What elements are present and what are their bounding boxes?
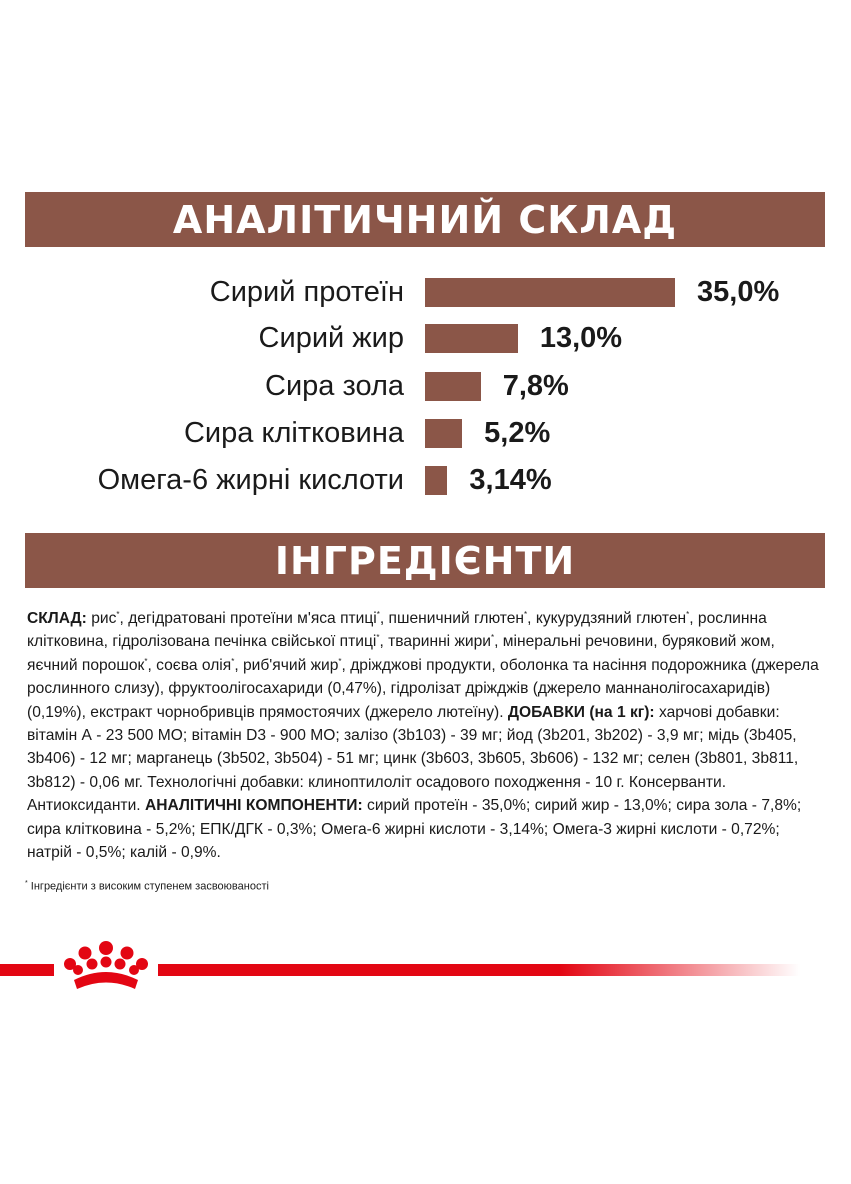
- composition-part: , риб'ячий жир: [234, 656, 339, 674]
- asterisk-mark: *: [144, 656, 148, 666]
- additives-label: ДОБАВКИ (на 1 кг):: [507, 703, 655, 721]
- analysis-bar: [425, 278, 675, 307]
- composition-part: рис: [91, 610, 117, 627]
- ingredients-paragraph: [27, 607, 827, 864]
- asterisk-mark: *: [376, 633, 380, 643]
- footnote: [25, 880, 269, 893]
- analysis-value: 7,8%: [502, 370, 569, 402]
- asterisk-mark: *: [491, 633, 495, 643]
- analysis-label: Сирий жир: [258, 322, 404, 354]
- analytical-label: АНАЛІТИЧНІ КОМПОНЕНТИ:: [144, 797, 363, 815]
- composition-part: , тваринні жири: [379, 633, 492, 651]
- asterisk-mark: *: [116, 609, 120, 619]
- analysis-banner: [25, 192, 825, 247]
- analysis-value: 3,14%: [469, 464, 552, 496]
- asterisk-mark: *: [338, 656, 342, 666]
- analysis-value: 5,2%: [484, 417, 551, 449]
- composition-part: , дріжджові продукти, оболонка та насіння подорожника (джерела рослинного слизу), фруктоолігосахариди (0,47%), гідролізат дріжджів (джерело маннанолігосахаридів) (0,19%), екстракт чорнобривців прямостоячих (джерело лютеїну).: [27, 656, 819, 721]
- composition-label: СКЛАД:: [27, 610, 87, 627]
- analysis-row: [0, 413, 851, 453]
- analysis-row: [0, 272, 851, 312]
- asterisk-mark: *: [376, 609, 380, 619]
- composition-part: , дегідратовані протеїни м'яса птиці: [119, 610, 377, 627]
- asterisk-mark: *: [524, 609, 528, 619]
- analysis-row: [0, 366, 851, 406]
- ingredients-banner: [25, 533, 825, 588]
- asterisk-mark: *: [231, 656, 235, 666]
- analysis-value: 13,0%: [539, 322, 623, 354]
- analytical-text: сирий протеїн - 35,0%; сирий жир - 13,0%; сира зола - 7,8%; сира клітковина - 5,2%; ЕПК/ДГК - 0,3%; Омега-6 жирні кислоти - 3,14%; Омега-3 жирні кислоти - 0,72%; натрій - 0,5%; калій - 0,9%.: [27, 797, 802, 862]
- analysis-bar: [425, 419, 462, 448]
- footnote-text: Інгредієнти з високим ступенем засвоюваності: [30, 880, 269, 893]
- royal-canin-crown-icon: [54, 936, 158, 998]
- analysis-bar: [425, 324, 518, 353]
- asterisk-mark: *: [686, 609, 690, 619]
- ingredients-text: [27, 607, 827, 864]
- analysis-row: [0, 460, 851, 500]
- ingredients-title: ІНГРЕДІЄНТИ: [274, 538, 576, 583]
- composition-part: , кукурудзяний глютен: [527, 610, 687, 627]
- analysis-bar: [425, 372, 481, 401]
- additives-text: харчові добавки: вітамін А - 23 500 МО; вітамін D3 - 900 МО; залізо (3b103) - 39 мг; йод (3b201, 3b202) - 3,9 мг; мідь (3b405, 3b406) - 12 мг; марганець (3b502, 3b504) - 51 мг; цинк (3b603, 3b605, 3b606) - 132 мг; селен (3b801, 3b811, 3b812) - 0,06 мг. Технологічні добавки: клиноптилоліт осадового походження - 10 г. Консерванти. Антиоксиданти.: [27, 703, 799, 815]
- analysis-label: Сира клітковина: [183, 417, 404, 449]
- analysis-bar: [425, 466, 447, 495]
- crown-svg: [54, 936, 158, 998]
- analysis-label: Сирий протеїн: [209, 276, 404, 308]
- composition-part: , мінеральні речовини, буряковий жом, яєчний порошок: [27, 633, 775, 674]
- analysis-label: Омега-6 жирні кислоти: [97, 464, 404, 496]
- analysis-title: АНАЛІТИЧНИЙ СКЛАД: [172, 197, 678, 242]
- analysis-label: Сира зола: [265, 370, 404, 402]
- composition-part: , рослинна клітковина, гідролізована печінка свійської птиці: [27, 610, 767, 651]
- analysis-row: [0, 318, 851, 358]
- composition-part: , соєва олія: [147, 656, 232, 674]
- footnote-mark: *: [25, 880, 28, 887]
- composition-part: , пшеничний глютен: [379, 610, 525, 627]
- analysis-value: 35,0%: [697, 276, 780, 308]
